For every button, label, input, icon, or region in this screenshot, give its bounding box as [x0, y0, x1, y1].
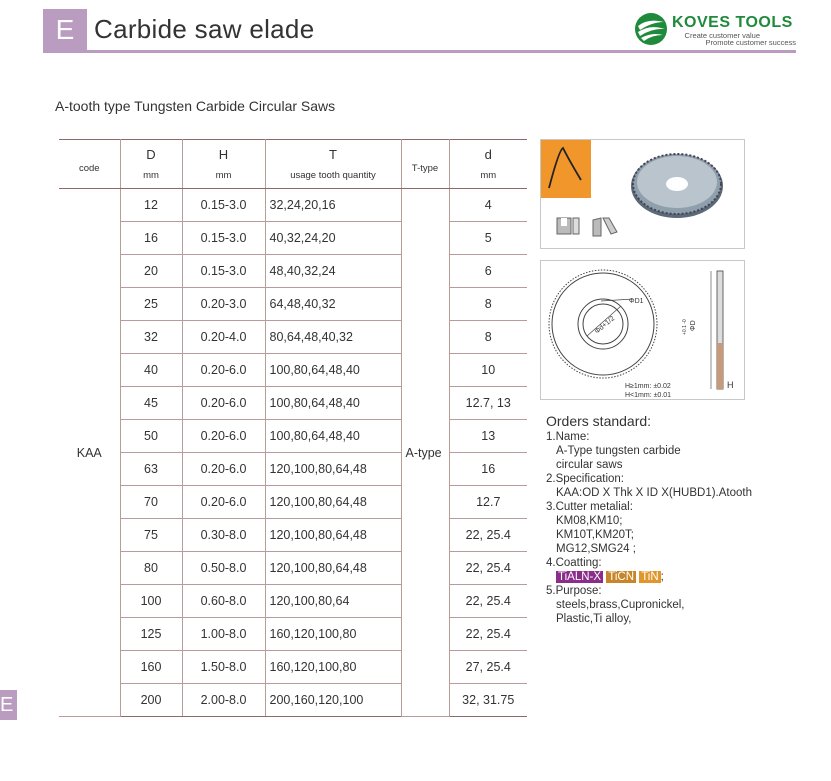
- cell-T: 120,100,80,64,48: [265, 552, 401, 585]
- cell-T: 64,48,40,32: [265, 288, 401, 321]
- koves-logo-icon: [634, 12, 668, 46]
- cell-d: 13: [449, 420, 527, 453]
- cell-d: 12.7: [449, 486, 527, 519]
- spec-table: [59, 139, 527, 717]
- cell-d: 22, 25.4: [449, 552, 527, 585]
- name-line-1: A-Type tungsten carbide: [556, 445, 681, 457]
- cell-T: 120,100,80,64,48: [265, 486, 401, 519]
- cell-T: 100,80,64,48,40: [265, 387, 401, 420]
- page-title: Carbide saw elade: [94, 14, 315, 44]
- cell-D: 25: [120, 288, 182, 321]
- section-subtitle: A-tooth type Tungsten Carbide Circular Saws: [55, 98, 336, 114]
- table-row: [59, 486, 527, 519]
- brand-name: KOVES TOOLS: [672, 14, 793, 31]
- coating-ticn: TiCN: [608, 571, 634, 583]
- cell-H: 0.20-3.0: [182, 288, 265, 321]
- cell-T: 40,32,24,20: [265, 222, 401, 255]
- cell-d: 27, 25.4: [449, 651, 527, 684]
- label-phi-d: Φd+1/2: [593, 315, 617, 336]
- purpose-label: 5.Purpose:: [546, 585, 602, 597]
- cell-H: 0.20-4.0: [182, 321, 265, 354]
- cell-T: 120,100,80,64: [265, 585, 401, 618]
- col-header-D: D mm: [120, 140, 182, 189]
- cell-d: 32, 31.75: [449, 684, 527, 717]
- cell-D: 160: [120, 651, 182, 684]
- cell-d: 12.7, 13: [449, 387, 527, 420]
- col-header-d: d mm: [449, 140, 527, 189]
- orders-title: Orders standard:: [546, 413, 652, 429]
- cell-d: 8: [449, 321, 527, 354]
- cell-D: 40: [120, 354, 182, 387]
- table-row: [59, 255, 527, 288]
- table-row: [59, 585, 527, 618]
- cell-H: 0.20-6.0: [182, 486, 265, 519]
- orders-standard: [546, 414, 752, 626]
- table-row: [59, 420, 527, 453]
- brand-logo: [634, 10, 804, 48]
- purpose-line-1: steels,brass,Cupronickel,: [556, 599, 685, 611]
- technical-drawing: [540, 260, 745, 400]
- cross-section-icons: [557, 218, 617, 236]
- table-row: [59, 618, 527, 651]
- table-row: [59, 387, 527, 420]
- label-H: H: [727, 380, 734, 390]
- table-row: [59, 552, 527, 585]
- cell-D: 12: [120, 189, 182, 222]
- label-phi-D: ΦD: [690, 320, 697, 331]
- cell-D: 45: [120, 387, 182, 420]
- cell-H: 0.15-3.0: [182, 189, 265, 222]
- cell-d: 5: [449, 222, 527, 255]
- cell-D: 80: [120, 552, 182, 585]
- coating-line: [546, 570, 752, 584]
- cell-T: 80,64,48,40,32: [265, 321, 401, 354]
- side-section-tab: E: [0, 690, 17, 720]
- col-header-T: T usage tooth quantity: [265, 140, 401, 189]
- spec-line: KAA:OD X Thk X ID X(HUBD1).Atooth: [556, 487, 752, 499]
- coating-tialn: TiALN-X: [558, 571, 602, 583]
- header-divider: [43, 50, 796, 53]
- table-row: [59, 684, 527, 717]
- cell-H: 0.20-6.0: [182, 354, 265, 387]
- name-line-2: circular saws: [556, 459, 623, 471]
- tolerance-1: H≥1mm: ±0.02: [625, 383, 671, 390]
- cell-H: 2.00-8.0: [182, 684, 265, 717]
- col-header-H: H mm: [182, 140, 265, 189]
- cell-H: 0.30-8.0: [182, 519, 265, 552]
- purpose-line-2: Plastic,Ti alloy,: [556, 613, 632, 625]
- section-tab: E: [43, 9, 87, 50]
- cell-code: KAA: [59, 189, 120, 717]
- cell-T: 120,100,80,64,48: [265, 519, 401, 552]
- brand-slogan-1: Create customer value: [684, 31, 760, 40]
- name-label: 1.Name:: [546, 431, 590, 443]
- cell-H: 0.60-8.0: [182, 585, 265, 618]
- cell-d: 6: [449, 255, 527, 288]
- cell-d: 8: [449, 288, 527, 321]
- cell-D: 100: [120, 585, 182, 618]
- cell-t-type: A-type: [401, 189, 449, 717]
- cell-T: 160,120,100,80: [265, 618, 401, 651]
- cell-T: 48,40,32,24: [265, 255, 401, 288]
- cell-D: 20: [120, 255, 182, 288]
- spec-label: 2.Specification:: [546, 473, 624, 485]
- cell-H: 0.50-8.0: [182, 552, 265, 585]
- cell-H: 0.20-6.0: [182, 453, 265, 486]
- cell-d: 22, 25.4: [449, 585, 527, 618]
- cell-H: 1.00-8.0: [182, 618, 265, 651]
- cell-T: 100,80,64,48,40: [265, 420, 401, 453]
- cell-d: 16: [449, 453, 527, 486]
- metal-line-2: KM10T,KM20T;: [556, 529, 634, 541]
- tooth-profile-swatch: [541, 140, 591, 198]
- table-row: [59, 189, 527, 222]
- table-row: [59, 321, 527, 354]
- cell-D: 50: [120, 420, 182, 453]
- cell-T: 200,160,120,100: [265, 684, 401, 717]
- coating-end: ;: [660, 571, 664, 583]
- cell-D: 16: [120, 222, 182, 255]
- tolerance-2: H<1mm: ±0.01: [625, 392, 672, 399]
- cell-H: 0.15-3.0: [182, 222, 265, 255]
- table-header-row: [59, 140, 527, 189]
- label-tol-D: +0.1 -0: [682, 319, 688, 335]
- cell-d: 22, 25.4: [449, 519, 527, 552]
- cell-D: 63: [120, 453, 182, 486]
- cell-D: 70: [120, 486, 182, 519]
- cell-H: 0.20-6.0: [182, 420, 265, 453]
- col-header-t-type: T-type: [401, 140, 449, 189]
- cell-D: 125: [120, 618, 182, 651]
- cell-H: 0.15-3.0: [182, 255, 265, 288]
- col-header-code: code: [59, 140, 120, 189]
- brand-slogan-2: Promote customer success: [705, 38, 796, 47]
- cell-d: 22, 25.4: [449, 618, 527, 651]
- coating-tin: TiN: [641, 571, 659, 583]
- table-row: [59, 453, 527, 486]
- table-row: [59, 354, 527, 387]
- cell-T: 160,120,100,80: [265, 651, 401, 684]
- table-row: [59, 222, 527, 255]
- metal-line-1: KM08,KM10;: [556, 515, 623, 527]
- cell-H: 1.50-8.0: [182, 651, 265, 684]
- coating-label: 4.Coatting:: [546, 557, 602, 569]
- cell-T: 120,100,80,64,48: [265, 453, 401, 486]
- cell-d: 4: [449, 189, 527, 222]
- metal-label: 3.Cutter metalial:: [546, 501, 633, 513]
- table-row: [59, 651, 527, 684]
- cell-D: 200: [120, 684, 182, 717]
- table-row: [59, 519, 527, 552]
- label-phi-d1: ΦD1: [629, 298, 644, 305]
- cell-d: 10: [449, 354, 527, 387]
- product-image-panel: [540, 139, 745, 249]
- cell-D: 75: [120, 519, 182, 552]
- saw-blade-photo: [631, 154, 723, 218]
- cell-D: 32: [120, 321, 182, 354]
- metal-line-3: MG12,SMG24 ;: [556, 543, 636, 555]
- table-row: [59, 288, 527, 321]
- cell-T: 32,24,20,16: [265, 189, 401, 222]
- cell-H: 0.20-6.0: [182, 387, 265, 420]
- cell-T: 100,80,64,48,40: [265, 354, 401, 387]
- saw-side-view: [711, 271, 723, 389]
